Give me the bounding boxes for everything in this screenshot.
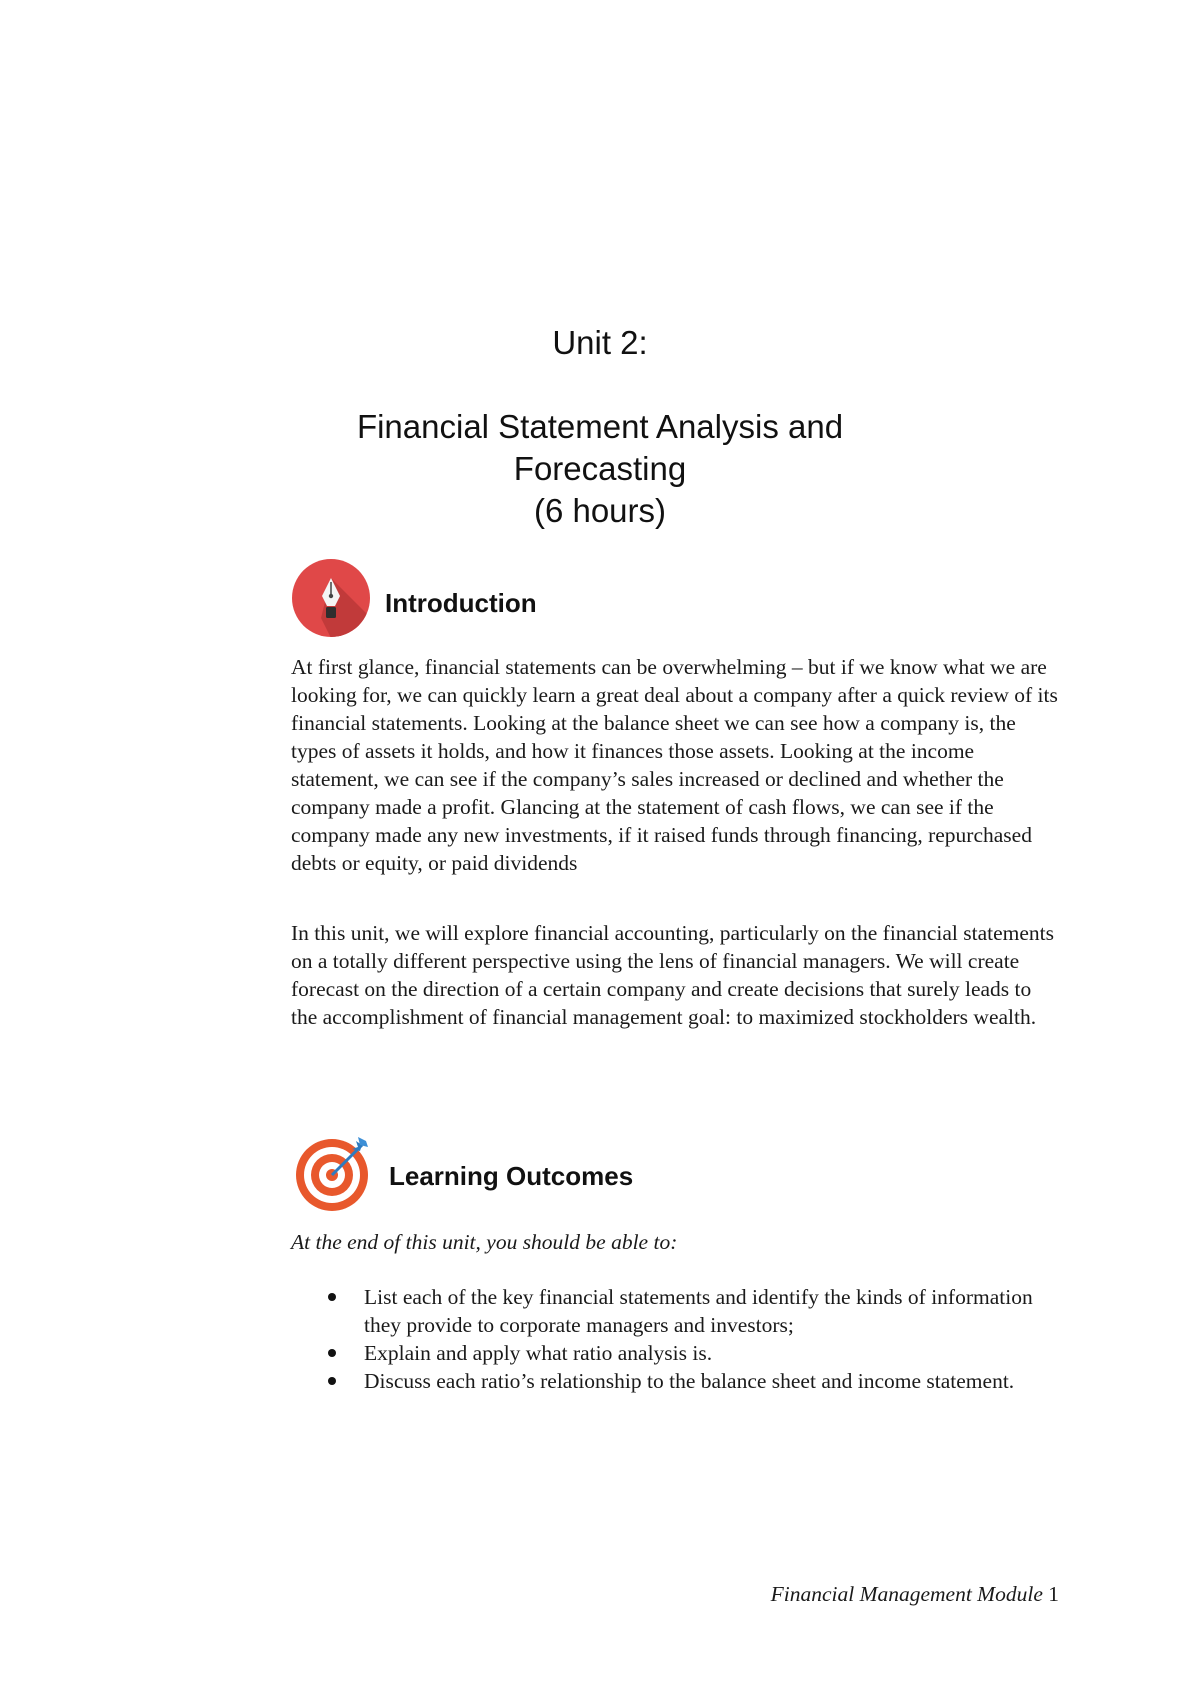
list-item-text: Explain and apply what ratio analysis is. [364, 1341, 713, 1365]
learning-outcomes-heading: Learning Outcomes [389, 1161, 634, 1191]
page-number: 1 [1048, 1582, 1059, 1606]
unit-title-line-2: Forecasting [513, 450, 687, 487]
bullet-icon [328, 1377, 336, 1385]
introduction-paragraph-1: At first glance, financial statements can be overwhelming – but if we know what we are looking for, we can quickly learn a great deal about a company after a quick review of its financial statements. Looking at the balance sheet we can see how a company is, the types of assets it holds, and how it finances those assets. Looking at the income statement, we can see if the company’s sales increased or declined and whether the company made a profit. Glancing at the statement of cash flows, we can see if the company made any new investments, if it raised funds through financing, repurchased debts or equity, or paid dividends [291, 655, 1058, 875]
unit-number: Unit 2: [552, 324, 648, 361]
introduction-paragraph-2: In this unit, we will explore financial accounting, particularly on the financial statements on a totally different perspective using the lens of financial managers. We will create forecast on the direction of a certain company and create decisions that surely leads to the accomplishment of financial management goal: to maximized stockholders wealth. [291, 921, 1055, 1029]
list-item [291, 1339, 1051, 1367]
list-item-text: List each of the key financial statements and identify the kinds of information they provide to corporate managers and investors; [364, 1285, 1033, 1337]
unit-title [0, 320, 1200, 532]
pen-nib-icon [291, 558, 371, 638]
footer-title: Financial Management Module [770, 1582, 1043, 1606]
page-footer [771, 1580, 1059, 1608]
target-icon [294, 1133, 374, 1213]
unit-duration: (6 hours) [533, 492, 667, 529]
list-item [291, 1367, 1051, 1395]
bullet-icon [328, 1293, 336, 1301]
introduction-heading: Introduction [385, 588, 537, 618]
list-item-text: Discuss each ratio’s relationship to the balance sheet and income statement. [364, 1369, 1015, 1393]
unit-title-line-1: Financial Statement Analysis and [356, 408, 844, 445]
learning-outcomes-intro: At the end of this unit, you should be able to: [291, 1230, 678, 1254]
learning-outcomes-list [291, 1283, 1051, 1395]
bullet-icon [328, 1349, 336, 1357]
list-item [291, 1283, 1051, 1339]
